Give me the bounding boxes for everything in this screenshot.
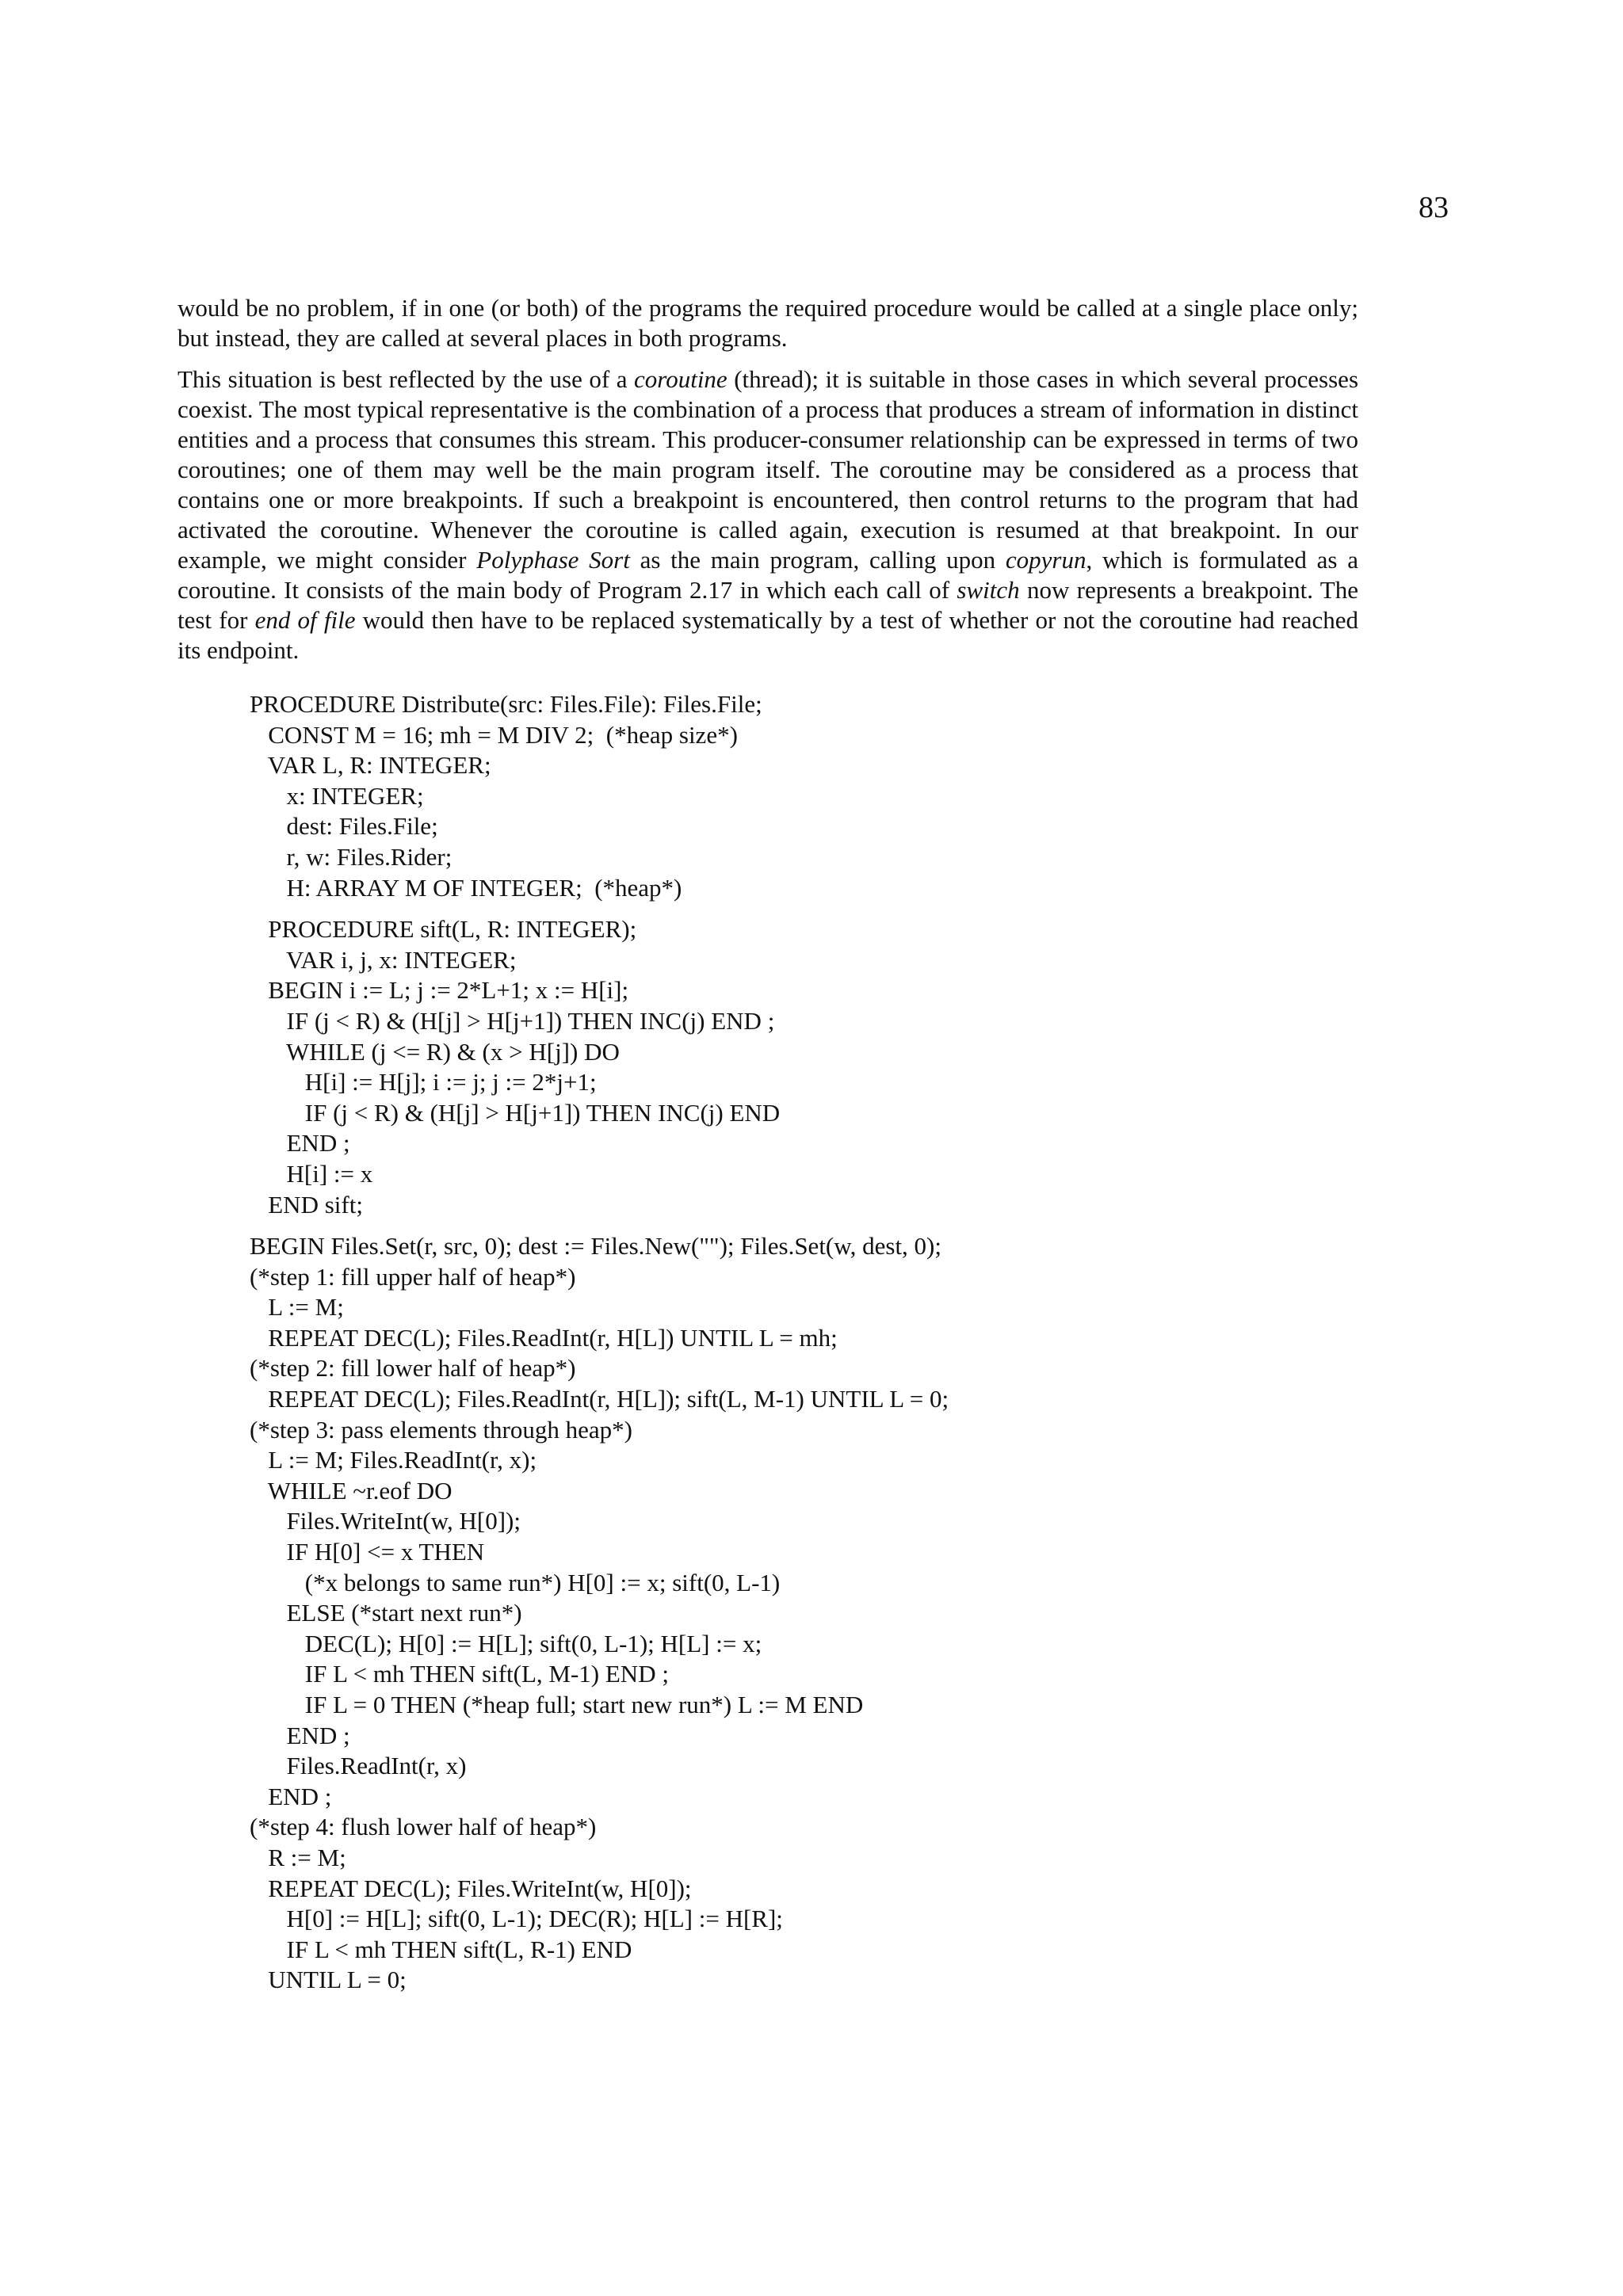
code-line: WHILE (j <= R) & (x > H[j]) DO [250,1037,620,1066]
text-run: would be no problem, if in one (or both) of the programs the required procedure would be called at a single place only; but instead, they are called at several places in both programs. [178,294,1358,352]
code-line: PROCEDURE Distribute(src: Files.File): Files.File; [250,690,762,718]
code-line: H[0] := H[L]; sift(0, L-1); DEC(R); H[L] := H[R]; [250,1905,783,1933]
code-line: WHILE ~r.eof DO [250,1476,453,1505]
code-line: IF L < mh THEN sift(L, R-1) END [250,1935,632,1963]
text-run: as the main program, calling upon [629,546,1006,574]
italic-term: copyrun [1005,546,1086,574]
text-run: now represents a breakpoint. The test for [178,576,1358,634]
code-line: CONST M = 16; mh = M DIV 2; (*heap size*) [250,720,738,749]
code-line: IF H[0] <= x THEN [250,1538,485,1566]
italic-term: Polyphase Sort [476,546,630,574]
code-line: H: ARRAY M OF INTEGER; (*heap*) [250,873,682,902]
code-line: VAR i, j, x: INTEGER; [250,945,517,974]
code-line: x: INTEGER; [250,781,424,810]
code-line: H[i] := H[j]; i := j; j := 2*j+1; [250,1068,597,1097]
code-line: REPEAT DEC(L); Files.ReadInt(r, H[L]) UNTIL L = mh; [250,1323,838,1352]
text-run: , which is formulated as a coroutine. It consists of the main body of Program 2.17 in which each call of [178,546,1359,604]
code-line: IF (j < R) & (H[j] > H[j+1]) THEN INC(j) END [250,1098,781,1127]
code-line: PROCEDURE sift(L, R: INTEGER); [250,915,637,944]
code-line: DEC(L); H[0] := H[L]; sift(0, L-1); H[L] := x; [250,1629,762,1657]
page-number: 83 [1419,191,1449,224]
code-line: L := M; [250,1293,344,1322]
code-block-gap [250,903,1375,914]
code-line: IF L = 0 THEN (*heap full; start new run*) L := M END [250,1691,864,1718]
code-block-gap [250,1220,1375,1231]
text-run: This situation is best reflected by the use of a [178,365,635,393]
text-run: (thread); it is suitable in those cases in which several processes coexist. The most typical representative is the combination of a process that produces a stream of information in distinct entities and a process that consumes this stream. This producer-consumer relationship can be expressed in terms of two coroutines; one of them may well be the main program itself. The coroutine may be considered as a process that contains one or more breakpoints. If such a breakpoint is encountered, then control returns to the program that had activated the coroutine. Whenever the coroutine is called again, execution is resumed at that breakpoint. In our example, we might consider [178,365,1359,574]
code-line: (*step 3: pass elements through heap*) [250,1415,632,1444]
code-line: END ; [250,1129,350,1158]
code-line: VAR L, R: INTEGER; [250,751,491,780]
code-line: END ; [250,1721,350,1749]
code-line: (*step 4: flush lower half of heap*) [250,1813,597,1841]
code-line: END ; [250,1782,332,1810]
code-line: IF L < mh THEN sift(L, M-1) END ; [250,1660,669,1688]
code-line: H[i] := x [250,1159,373,1188]
code-listing [250,689,1375,1996]
code-line: REPEAT DEC(L); Files.ReadInt(r, H[L]); sift(L, M-1) UNTIL L = 0; [250,1385,949,1413]
code-line: (*step 2: fill lower half of heap*) [250,1354,576,1383]
code-line: END sift; [250,1190,363,1219]
italic-term: switch [957,576,1020,604]
code-line: (*step 1: fill upper half of heap*) [250,1262,576,1291]
code-line: BEGIN Files.Set(r, src, 0); dest := Files.New(""); Files.Set(w, dest, 0); [250,1232,941,1261]
paragraph [178,293,1358,353]
paragraph [178,364,1358,666]
code-line: REPEAT DEC(L); Files.WriteInt(w, H[0]); [250,1874,692,1902]
code-line: Files.ReadInt(r, x) [250,1752,467,1780]
code-line: ELSE (*start next run*) [250,1599,522,1627]
code-line: L := M; Files.ReadInt(r, x); [250,1446,537,1474]
text-run: would then have to be replaced systematically by a test of whether or not the coroutine had reached its endpoint. [178,606,1358,664]
code-line: dest: Files.File; [250,812,438,841]
code-line: (*x belongs to same run*) H[0] := x; sift(0, L-1) [250,1568,781,1596]
code-line: r, w: Files.Rider; [250,842,453,871]
italic-term: coroutine [634,365,727,393]
code-line: Files.WriteInt(w, H[0]); [250,1507,521,1535]
code-line: BEGIN i := L; j := 2*L+1; x := H[i]; [250,976,629,1005]
italic-term: end of file [254,606,356,634]
code-line: UNTIL L = 0; [250,1966,407,1994]
code-line: R := M; [250,1843,346,1871]
code-line: IF (j < R) & (H[j] > H[j+1]) THEN INC(j) END ; [250,1006,775,1035]
body-text [178,293,1358,677]
